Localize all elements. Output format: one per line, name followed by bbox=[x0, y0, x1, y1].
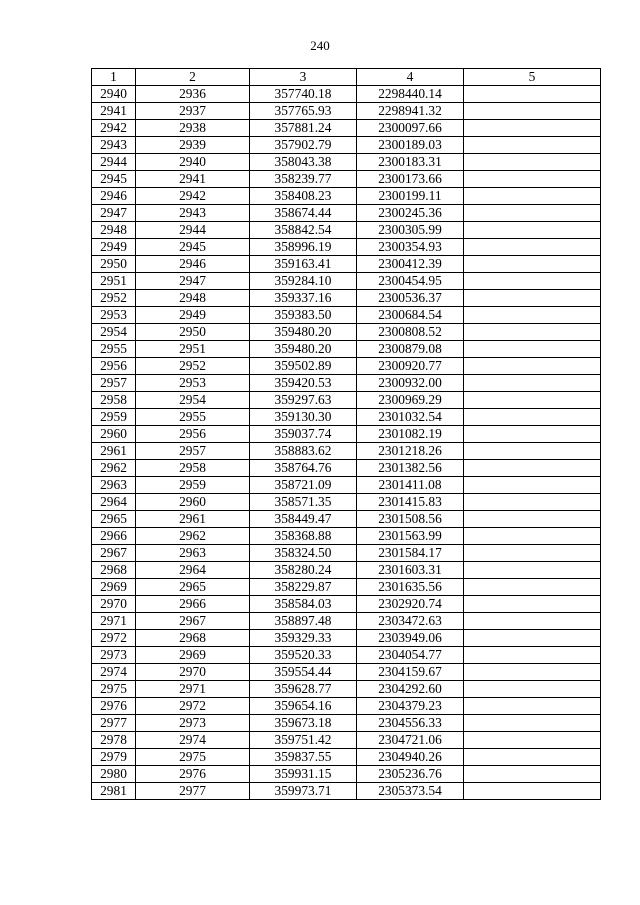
table-cell-col1: 2946 bbox=[92, 188, 136, 205]
table-cell-col2: 2936 bbox=[136, 86, 250, 103]
table-cell-col2: 2938 bbox=[136, 120, 250, 137]
table-cell-col3: 357902.79 bbox=[250, 137, 357, 154]
table-cell-col4: 2305236.76 bbox=[357, 766, 464, 783]
table-cell-col3: 359480.20 bbox=[250, 341, 357, 358]
table-cell-col3: 359554.44 bbox=[250, 664, 357, 681]
table-cell-col3: 359329.33 bbox=[250, 630, 357, 647]
table-cell-col4: 2301218.26 bbox=[357, 443, 464, 460]
table-cell-col3: 359973.71 bbox=[250, 783, 357, 800]
table-cell-col2: 2939 bbox=[136, 137, 250, 154]
table-cell-col1: 2973 bbox=[92, 647, 136, 664]
table-cell-col4: 2301584.17 bbox=[357, 545, 464, 562]
table-cell-col2: 2945 bbox=[136, 239, 250, 256]
table-cell-col2: 2950 bbox=[136, 324, 250, 341]
table-cell-col4: 2301411.08 bbox=[357, 477, 464, 494]
table-cell-col4: 2301032.54 bbox=[357, 409, 464, 426]
table-row bbox=[92, 375, 601, 392]
table-cell-col4: 2300183.31 bbox=[357, 154, 464, 171]
table-cell-col1: 2974 bbox=[92, 664, 136, 681]
table-cell-col3: 358571.35 bbox=[250, 494, 357, 511]
table-row bbox=[92, 392, 601, 409]
table-cell-col2: 2968 bbox=[136, 630, 250, 647]
table-cell-col5 bbox=[464, 205, 601, 222]
table-cell-col1: 2958 bbox=[92, 392, 136, 409]
table-cell-col5 bbox=[464, 154, 601, 171]
table-cell-col5 bbox=[464, 664, 601, 681]
table-cell-col3: 358229.87 bbox=[250, 579, 357, 596]
table-row bbox=[92, 596, 601, 613]
table-cell-col1: 2976 bbox=[92, 698, 136, 715]
table-cell-col4: 2300412.39 bbox=[357, 256, 464, 273]
table-cell-col1: 2972 bbox=[92, 630, 136, 647]
table-cell-col2: 2944 bbox=[136, 222, 250, 239]
table-cell-col2: 2955 bbox=[136, 409, 250, 426]
table-cell-col1: 2962 bbox=[92, 460, 136, 477]
table-cell-col3: 359297.63 bbox=[250, 392, 357, 409]
table-cell-col4: 2303949.06 bbox=[357, 630, 464, 647]
table-cell-col2: 2969 bbox=[136, 647, 250, 664]
table-row bbox=[92, 732, 601, 749]
table-cell-col2: 2949 bbox=[136, 307, 250, 324]
table-cell-col3: 358239.77 bbox=[250, 171, 357, 188]
table-cell-col5 bbox=[464, 273, 601, 290]
table-cell-col1: 2955 bbox=[92, 341, 136, 358]
table-cell-col4: 2298440.14 bbox=[357, 86, 464, 103]
table-cell-col5 bbox=[464, 783, 601, 800]
table-cell-col3: 357740.18 bbox=[250, 86, 357, 103]
table-row bbox=[92, 358, 601, 375]
table-cell-col4: 2300920.77 bbox=[357, 358, 464, 375]
coordinates-table bbox=[91, 68, 601, 800]
table-cell-col2: 2963 bbox=[136, 545, 250, 562]
table-row bbox=[92, 630, 601, 647]
table-cell-col5 bbox=[464, 392, 601, 409]
table-cell-col5 bbox=[464, 409, 601, 426]
table-cell-col1: 2957 bbox=[92, 375, 136, 392]
table-cell-col2: 2956 bbox=[136, 426, 250, 443]
table-cell-col5 bbox=[464, 681, 601, 698]
table-cell-col1: 2979 bbox=[92, 749, 136, 766]
table-cell-col4: 2300969.29 bbox=[357, 392, 464, 409]
column-header-4: 4 bbox=[357, 69, 464, 86]
table-cell-col4: 2304159.67 bbox=[357, 664, 464, 681]
table-cell-col4: 2301415.83 bbox=[357, 494, 464, 511]
table-cell-col2: 2960 bbox=[136, 494, 250, 511]
table-cell-col2: 2967 bbox=[136, 613, 250, 630]
table-cell-col1: 2953 bbox=[92, 307, 136, 324]
table-cell-col3: 359837.55 bbox=[250, 749, 357, 766]
table-row bbox=[92, 528, 601, 545]
table-cell-col5 bbox=[464, 171, 601, 188]
table-row bbox=[92, 477, 601, 494]
table-cell-col3: 358368.88 bbox=[250, 528, 357, 545]
table-cell-col3: 359931.15 bbox=[250, 766, 357, 783]
table-cell-col2: 2959 bbox=[136, 477, 250, 494]
table-row bbox=[92, 545, 601, 562]
table-row bbox=[92, 205, 601, 222]
table-cell-col1: 2941 bbox=[92, 103, 136, 120]
table-cell-col3: 358324.50 bbox=[250, 545, 357, 562]
table-cell-col1: 2970 bbox=[92, 596, 136, 613]
table-cell-col1: 2975 bbox=[92, 681, 136, 698]
table-cell-col4: 2300173.66 bbox=[357, 171, 464, 188]
table-cell-col5 bbox=[464, 307, 601, 324]
table-row bbox=[92, 273, 601, 290]
table-cell-col3: 359337.16 bbox=[250, 290, 357, 307]
table-row bbox=[92, 137, 601, 154]
table-row bbox=[92, 494, 601, 511]
table-cell-col3: 357881.24 bbox=[250, 120, 357, 137]
table-cell-col5 bbox=[464, 698, 601, 715]
table-cell-col4: 2300879.08 bbox=[357, 341, 464, 358]
table-cell-col3: 358674.44 bbox=[250, 205, 357, 222]
table-row bbox=[92, 324, 601, 341]
table-row bbox=[92, 120, 601, 137]
table-cell-col4: 2303472.63 bbox=[357, 613, 464, 630]
table-cell-col3: 359037.74 bbox=[250, 426, 357, 443]
table-cell-col5 bbox=[464, 715, 601, 732]
table-cell-col4: 2304940.26 bbox=[357, 749, 464, 766]
table-row bbox=[92, 307, 601, 324]
table-cell-col3: 358842.54 bbox=[250, 222, 357, 239]
table-cell-col2: 2976 bbox=[136, 766, 250, 783]
table-cell-col4: 2300932.00 bbox=[357, 375, 464, 392]
table-cell-col5 bbox=[464, 375, 601, 392]
table-row bbox=[92, 579, 601, 596]
table-cell-col5 bbox=[464, 324, 601, 341]
table-cell-col3: 359480.20 bbox=[250, 324, 357, 341]
table-cell-col1: 2942 bbox=[92, 120, 136, 137]
table-row bbox=[92, 613, 601, 630]
table-cell-col2: 2940 bbox=[136, 154, 250, 171]
table-cell-col2: 2973 bbox=[136, 715, 250, 732]
table-cell-col1: 2978 bbox=[92, 732, 136, 749]
table-cell-col4: 2300808.52 bbox=[357, 324, 464, 341]
table-cell-col2: 2953 bbox=[136, 375, 250, 392]
column-header-2: 2 bbox=[136, 69, 250, 86]
table-cell-col1: 2949 bbox=[92, 239, 136, 256]
table-cell-col3: 359130.30 bbox=[250, 409, 357, 426]
table-cell-col4: 2298941.32 bbox=[357, 103, 464, 120]
table-cell-col2: 2964 bbox=[136, 562, 250, 579]
table-cell-col3: 358721.09 bbox=[250, 477, 357, 494]
table-cell-col1: 2951 bbox=[92, 273, 136, 290]
table-cell-col1: 2967 bbox=[92, 545, 136, 562]
table-cell-col2: 2943 bbox=[136, 205, 250, 222]
table-cell-col3: 358897.48 bbox=[250, 613, 357, 630]
table-body bbox=[92, 86, 601, 800]
table-cell-col5 bbox=[464, 188, 601, 205]
table-cell-col1: 2960 bbox=[92, 426, 136, 443]
table-cell-col4: 2301382.56 bbox=[357, 460, 464, 477]
table-cell-col4: 2301563.99 bbox=[357, 528, 464, 545]
table-cell-col5 bbox=[464, 460, 601, 477]
table-cell-col2: 2946 bbox=[136, 256, 250, 273]
table-cell-col4: 2302920.74 bbox=[357, 596, 464, 613]
table-cell-col3: 359420.53 bbox=[250, 375, 357, 392]
table-cell-col3: 359502.89 bbox=[250, 358, 357, 375]
table-cell-col2: 2970 bbox=[136, 664, 250, 681]
table-row bbox=[92, 715, 601, 732]
table-cell-col5 bbox=[464, 562, 601, 579]
table-cell-col1: 2963 bbox=[92, 477, 136, 494]
table-cell-col5 bbox=[464, 528, 601, 545]
column-header-3: 3 bbox=[250, 69, 357, 86]
table-cell-col4: 2300354.93 bbox=[357, 239, 464, 256]
table-row bbox=[92, 86, 601, 103]
table-cell-col3: 358408.23 bbox=[250, 188, 357, 205]
table-cell-col3: 358996.19 bbox=[250, 239, 357, 256]
table-cell-col5 bbox=[464, 290, 601, 307]
table-row bbox=[92, 239, 601, 256]
table-cell-col5 bbox=[464, 545, 601, 562]
table-cell-col1: 2964 bbox=[92, 494, 136, 511]
column-header-1: 1 bbox=[92, 69, 136, 86]
table-cell-col5 bbox=[464, 511, 601, 528]
table-cell-col5 bbox=[464, 596, 601, 613]
table-cell-col4: 2304292.60 bbox=[357, 681, 464, 698]
table-cell-col1: 2977 bbox=[92, 715, 136, 732]
table-cell-col5 bbox=[464, 341, 601, 358]
table-cell-col3: 359520.33 bbox=[250, 647, 357, 664]
table-cell-col5 bbox=[464, 494, 601, 511]
table-cell-col5 bbox=[464, 766, 601, 783]
table-row bbox=[92, 698, 601, 715]
page-number: 240 bbox=[310, 38, 330, 53]
table-cell-col4: 2300189.03 bbox=[357, 137, 464, 154]
table-cell-col1: 2940 bbox=[92, 86, 136, 103]
table-cell-col1: 2980 bbox=[92, 766, 136, 783]
table-cell-col1: 2968 bbox=[92, 562, 136, 579]
table-cell-col5 bbox=[464, 103, 601, 120]
table-cell-col2: 2941 bbox=[136, 171, 250, 188]
table-row bbox=[92, 256, 601, 273]
table-cell-col3: 359284.10 bbox=[250, 273, 357, 290]
table-cell-col2: 2977 bbox=[136, 783, 250, 800]
table-row bbox=[92, 562, 601, 579]
table-cell-col4: 2304721.06 bbox=[357, 732, 464, 749]
table-cell-col3: 358043.38 bbox=[250, 154, 357, 171]
table-cell-col3: 358584.03 bbox=[250, 596, 357, 613]
table-cell-col5 bbox=[464, 579, 601, 596]
table-cell-col3: 358883.62 bbox=[250, 443, 357, 460]
table-row bbox=[92, 460, 601, 477]
table-cell-col4: 2301082.19 bbox=[357, 426, 464, 443]
table-cell-col2: 2958 bbox=[136, 460, 250, 477]
table-cell-col5 bbox=[464, 749, 601, 766]
table-cell-col4: 2304379.23 bbox=[357, 698, 464, 715]
table-cell-col4: 2300097.66 bbox=[357, 120, 464, 137]
table-cell-col2: 2971 bbox=[136, 681, 250, 698]
table-row bbox=[92, 171, 601, 188]
table-row bbox=[92, 783, 601, 800]
table-cell-col5 bbox=[464, 120, 601, 137]
table-cell-col2: 2948 bbox=[136, 290, 250, 307]
table-cell-col1: 2948 bbox=[92, 222, 136, 239]
table-cell-col2: 2954 bbox=[136, 392, 250, 409]
table-cell-col5 bbox=[464, 137, 601, 154]
table-cell-col1: 2965 bbox=[92, 511, 136, 528]
table-cell-col2: 2962 bbox=[136, 528, 250, 545]
table-cell-col5 bbox=[464, 239, 601, 256]
table-cell-col4: 2305373.54 bbox=[357, 783, 464, 800]
table-cell-col3: 358280.24 bbox=[250, 562, 357, 579]
table-cell-col4: 2300684.54 bbox=[357, 307, 464, 324]
table-cell-col5 bbox=[464, 647, 601, 664]
table-cell-col2: 2951 bbox=[136, 341, 250, 358]
table-cell-col5 bbox=[464, 613, 601, 630]
table-cell-col2: 2974 bbox=[136, 732, 250, 749]
table-row bbox=[92, 766, 601, 783]
table-cell-col3: 359383.50 bbox=[250, 307, 357, 324]
table-cell-col4: 2300305.99 bbox=[357, 222, 464, 239]
table-cell-col4: 2301508.56 bbox=[357, 511, 464, 528]
table-row bbox=[92, 681, 601, 698]
table-cell-col1: 2944 bbox=[92, 154, 136, 171]
table-cell-col2: 2975 bbox=[136, 749, 250, 766]
table-cell-col5 bbox=[464, 732, 601, 749]
table-row bbox=[92, 103, 601, 120]
table-cell-col1: 2947 bbox=[92, 205, 136, 222]
table-row bbox=[92, 409, 601, 426]
table-cell-col3: 359654.16 bbox=[250, 698, 357, 715]
table-row bbox=[92, 154, 601, 171]
table-cell-col5 bbox=[464, 358, 601, 375]
table-cell-col1: 2959 bbox=[92, 409, 136, 426]
table-cell-col4: 2300199.11 bbox=[357, 188, 464, 205]
table-cell-col2: 2972 bbox=[136, 698, 250, 715]
table-cell-col2: 2952 bbox=[136, 358, 250, 375]
table-row bbox=[92, 749, 601, 766]
table-cell-col4: 2301635.56 bbox=[357, 579, 464, 596]
table-cell-col5 bbox=[464, 477, 601, 494]
table-cell-col4: 2300536.37 bbox=[357, 290, 464, 307]
table-cell-col2: 2961 bbox=[136, 511, 250, 528]
table-row bbox=[92, 647, 601, 664]
table-cell-col4: 2304556.33 bbox=[357, 715, 464, 732]
table-cell-col5 bbox=[464, 630, 601, 647]
table-cell-col5 bbox=[464, 256, 601, 273]
table-cell-col1: 2971 bbox=[92, 613, 136, 630]
table-cell-col4: 2304054.77 bbox=[357, 647, 464, 664]
table-cell-col1: 2956 bbox=[92, 358, 136, 375]
table-cell-col3: 358764.76 bbox=[250, 460, 357, 477]
table-row bbox=[92, 341, 601, 358]
table-row bbox=[92, 664, 601, 681]
table-cell-col2: 2957 bbox=[136, 443, 250, 460]
table-cell-col5 bbox=[464, 222, 601, 239]
table-cell-col5 bbox=[464, 426, 601, 443]
table-cell-col1: 2969 bbox=[92, 579, 136, 596]
table-cell-col2: 2942 bbox=[136, 188, 250, 205]
table-cell-col3: 359163.41 bbox=[250, 256, 357, 273]
table-header bbox=[92, 69, 601, 86]
table-cell-col4: 2300245.36 bbox=[357, 205, 464, 222]
table-cell-col1: 2961 bbox=[92, 443, 136, 460]
table-cell-col4: 2300454.95 bbox=[357, 273, 464, 290]
table-row bbox=[92, 443, 601, 460]
table-row bbox=[92, 426, 601, 443]
table-cell-col3: 359628.77 bbox=[250, 681, 357, 698]
table-cell-col3: 359751.42 bbox=[250, 732, 357, 749]
table-row bbox=[92, 222, 601, 239]
table-cell-col3: 358449.47 bbox=[250, 511, 357, 528]
table-cell-col2: 2947 bbox=[136, 273, 250, 290]
table-cell-col1: 2954 bbox=[92, 324, 136, 341]
table-cell-col3: 359673.18 bbox=[250, 715, 357, 732]
table-row bbox=[92, 290, 601, 307]
table-cell-col1: 2950 bbox=[92, 256, 136, 273]
table-row bbox=[92, 188, 601, 205]
table-cell-col1: 2981 bbox=[92, 783, 136, 800]
table-cell-col3: 357765.93 bbox=[250, 103, 357, 120]
table-cell-col1: 2966 bbox=[92, 528, 136, 545]
table-cell-col1: 2952 bbox=[92, 290, 136, 307]
header-row bbox=[92, 69, 601, 86]
table-cell-col1: 2945 bbox=[92, 171, 136, 188]
table-row bbox=[92, 511, 601, 528]
table-cell-col5 bbox=[464, 443, 601, 460]
table-cell-col5 bbox=[464, 86, 601, 103]
table-cell-col2: 2937 bbox=[136, 103, 250, 120]
table-cell-col1: 2943 bbox=[92, 137, 136, 154]
table-cell-col2: 2965 bbox=[136, 579, 250, 596]
table-cell-col2: 2966 bbox=[136, 596, 250, 613]
table-cell-col4: 2301603.31 bbox=[357, 562, 464, 579]
column-header-5: 5 bbox=[464, 69, 601, 86]
